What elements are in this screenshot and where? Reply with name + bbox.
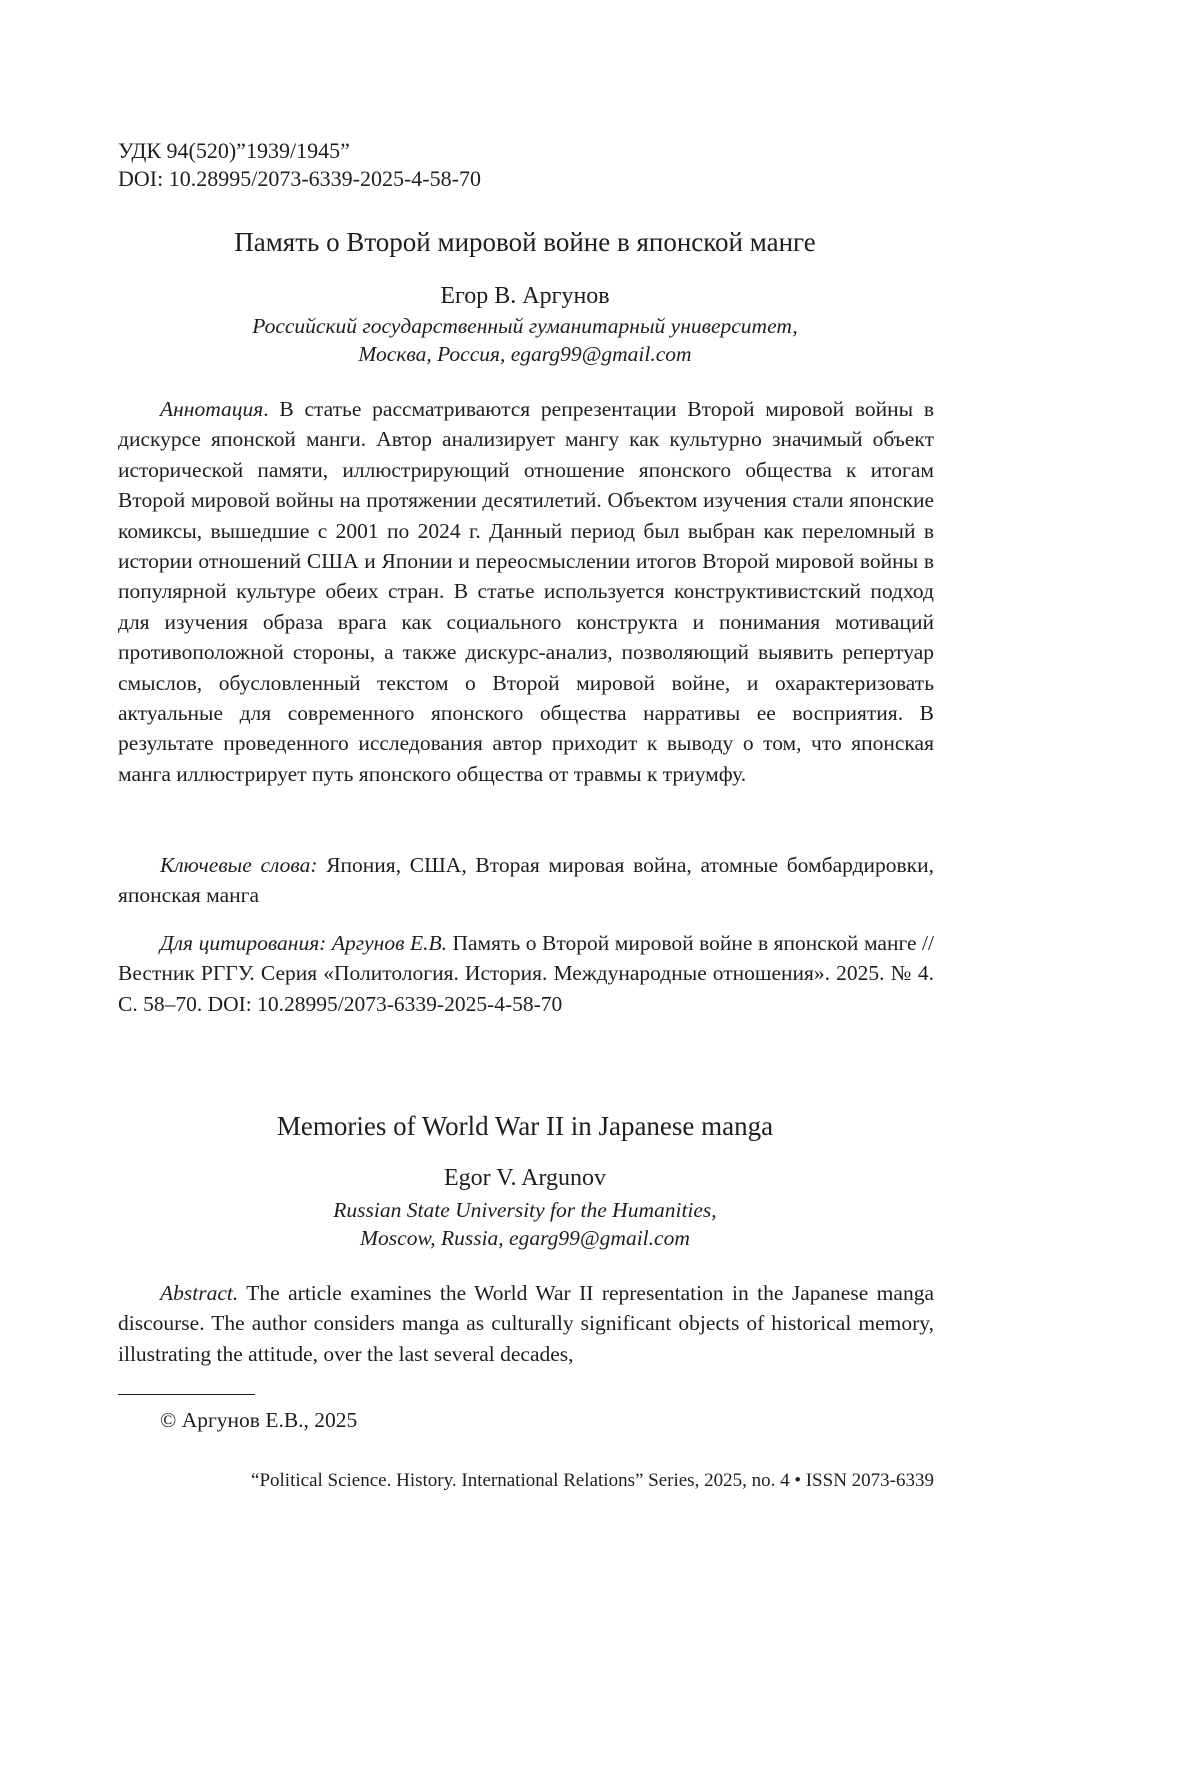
citation-ru [118,928,934,1019]
affiliation-en-line1: Russian State University for the Humanities, [0,1196,1050,1224]
abstract-ru-label: Аннотация [160,397,263,421]
affiliation-ru-line1: Российский государственный гуманитарный университет, [0,312,1050,340]
keywords-ru [118,850,934,911]
affiliation-ru-line2: Москва, Россия, egarg99@gmail.com [0,340,1050,368]
footnote-divider [118,1394,255,1395]
abstract-en-label: Abstract. [160,1281,238,1305]
author-name-ru: Егор В. Аргунов [0,280,1050,312]
abstract-en [118,1278,934,1369]
abstract-ru-text: . В статье рассматриваются репрезентации Второй мировой войны в дискурсе японской манги. Автор анализирует мангу как культурно значимый объект исторической памяти, иллюстрирующий отношение японского общества к итогам Второй мировой войны на протяжении десятилетий. Объектом изучения стали японские комиксы, вышедшие с 2001 по 2024 г. Данный период был выбран как переломный в истории отношений США и Японии и переосмыслении итогов Второй мировой войны в популярной культуре обеих стран. В статье используется конструктивистский подход для изучения образа врага как социального конструкта и понимания мотиваций противоположной стороны, а также дискурс-анализ, позволяющий выявить репертуар смыслов, обусловленный текстом о Второй мировой войне, и охарактеризовать актуальные для современного японского общества нарративы ее восприятия. В результате проведенного исследования автор приходит к выводу о том, что японская манга иллюстрирует путь японского общества от травмы к триумфу. [118,397,934,786]
article-title-ru: Память о Второй мировой войне в японской манге [0,224,1050,260]
author-name-en: Egor V. Argunov [0,1162,1050,1194]
affiliation-en-line2: Moscow, Russia, egarg99@gmail.com [0,1224,1050,1252]
journal-running-footer: “Political Science. History. International Relations” Series, 2025, no. 4 • ISSN 2073-6339 [251,1468,934,1494]
udc-code: УДК 94(520)”1939/1945” [118,137,350,165]
citation-ru-label: Для цитирования: Аргунов Е.В. [160,931,447,955]
keywords-ru-text: Япония, США, Вторая мировая война, атомные бомбардировки, японская манга [118,853,934,907]
abstract-en-text: The article examines the World War II representation in the Japanese manga discourse. The author considers manga as culturally significant objects of historical memory, illustrating the attitude, over the last several decades, [118,1281,934,1366]
article-title-en: Memories of World War II in Japanese manga [0,1108,1050,1144]
abstract-ru [118,394,934,789]
keywords-ru-label: Ключевые слова: [160,853,318,877]
citation-ru-text: Память о Второй мировой войне в японской манге // Вестник РГГУ. Серия «Политология. История. Международные отношения». 2025. № 4. С. 58–70. DOI: 10.28995/2073-6339-2025-4-58-70 [118,931,934,1016]
doi-header: DOI: 10.28995/2073-6339-2025-4-58-70 [118,165,481,193]
copyright-footnote: © Аргунов Е.В., 2025 [160,1406,357,1434]
